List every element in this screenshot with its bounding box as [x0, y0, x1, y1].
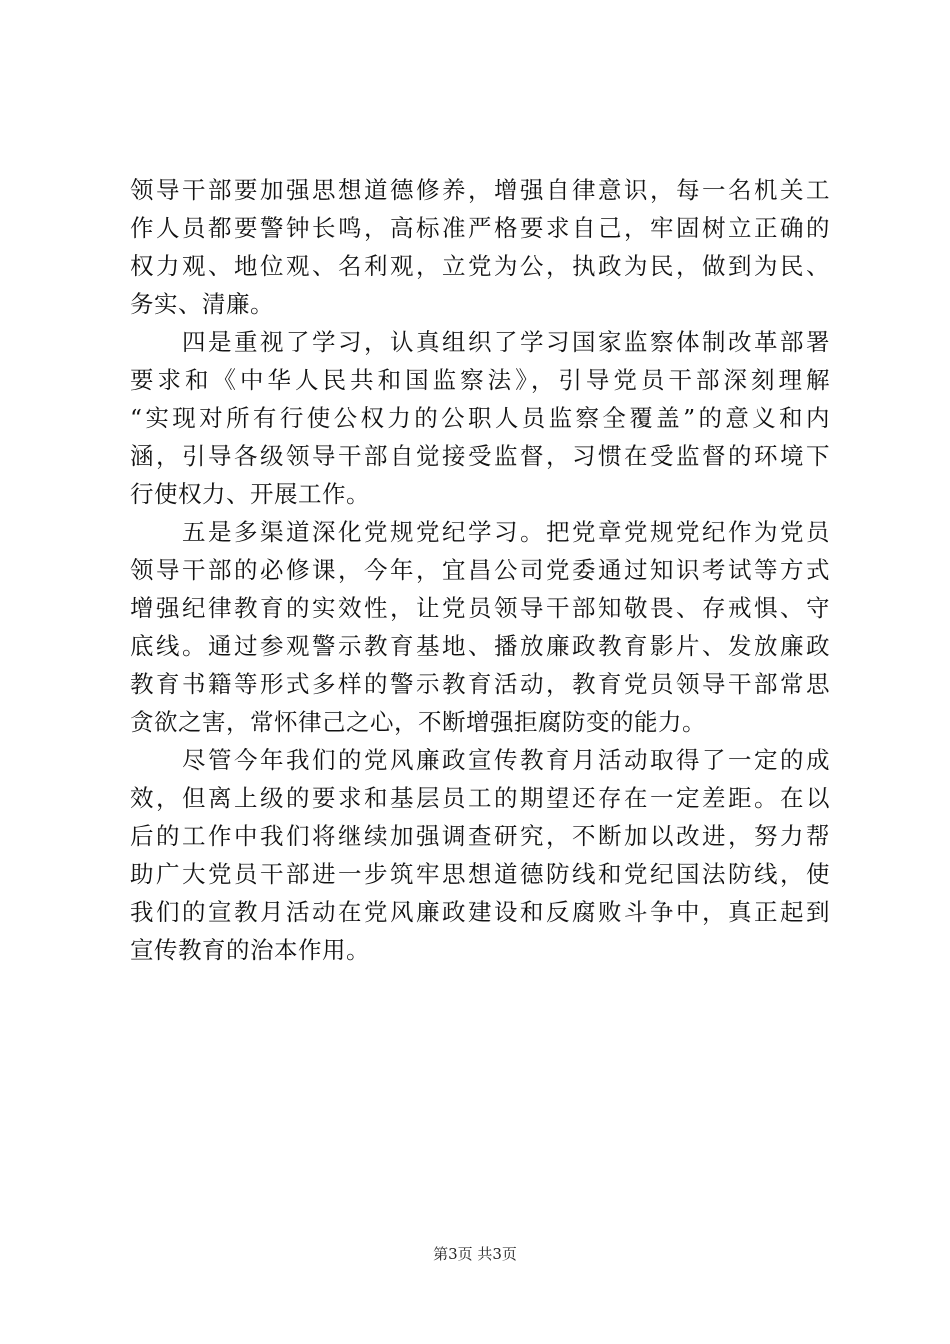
- text-line: 教育书籍等形式多样的警示教育活动，教育党员领导干部常思: [130, 670, 830, 698]
- text-line: 行使权力、开展工作。: [130, 480, 370, 508]
- text-line: 领导干部要加强思想道德修养，增强自律意识，每一名机关工: [130, 176, 830, 204]
- text-line: 五是多渠道深化党规党纪学习。把党章党规党纪作为党员: [130, 518, 830, 546]
- text-line: 后的工作中我们将继续加强调查研究，不断加以改进，努力帮: [130, 822, 830, 850]
- text-line: 助广大党员干部进一步筑牢思想道德防线和党纪国法防线，使: [130, 860, 830, 888]
- text-line: 领导干部的必修课，今年，宜昌公司党委通过知识考试等方式: [130, 556, 830, 584]
- text-line: 宣传教育的治本作用。: [130, 936, 370, 964]
- text-line: 要求和《中华人民共和国监察法》，引导党员干部深刻理解: [130, 366, 830, 394]
- text-line: 务实、清廉。: [130, 290, 274, 318]
- page-number-label: 第3页 共3页: [433, 1245, 517, 1263]
- text-line: 作人员都要警钟长鸣，高标准严格要求自己，牢固树立正确的: [130, 214, 830, 242]
- page-footer: [0, 1244, 950, 1264]
- text-line: 权力观、地位观、名利观，立党为公，执政为民，做到为民、: [130, 252, 830, 280]
- text-line: 我们的宣教月活动在党风廉政建设和反腐败斗争中，真正起到: [130, 898, 830, 926]
- text-line: 贪欲之害，常怀律己之心，不断增强拒腐防变的能力。: [130, 708, 706, 736]
- text-line: 效，但离上级的要求和基层员工的期望还存在一定差距。在以: [130, 784, 830, 812]
- text-line: 涵，引导各级领导干部自觉接受监督，习惯在受监督的环境下: [130, 442, 830, 470]
- document-body: [130, 171, 830, 969]
- text-line: 增强纪律教育的实效性，让党员领导干部知敬畏、存戒惧、守: [130, 594, 830, 622]
- text-line: 底线。通过参观警示教育基地、播放廉政教育影片、发放廉政: [130, 632, 830, 660]
- text-line: 四是重视了学习，认真组织了学习国家监察体制改革部署: [130, 328, 830, 356]
- text-line: 尽管今年我们的党风廉政宣传教育月活动取得了一定的成: [130, 746, 830, 774]
- text-line: “实现对所有行使公权力的公职人员监察全覆盖”的意义和内: [130, 404, 830, 432]
